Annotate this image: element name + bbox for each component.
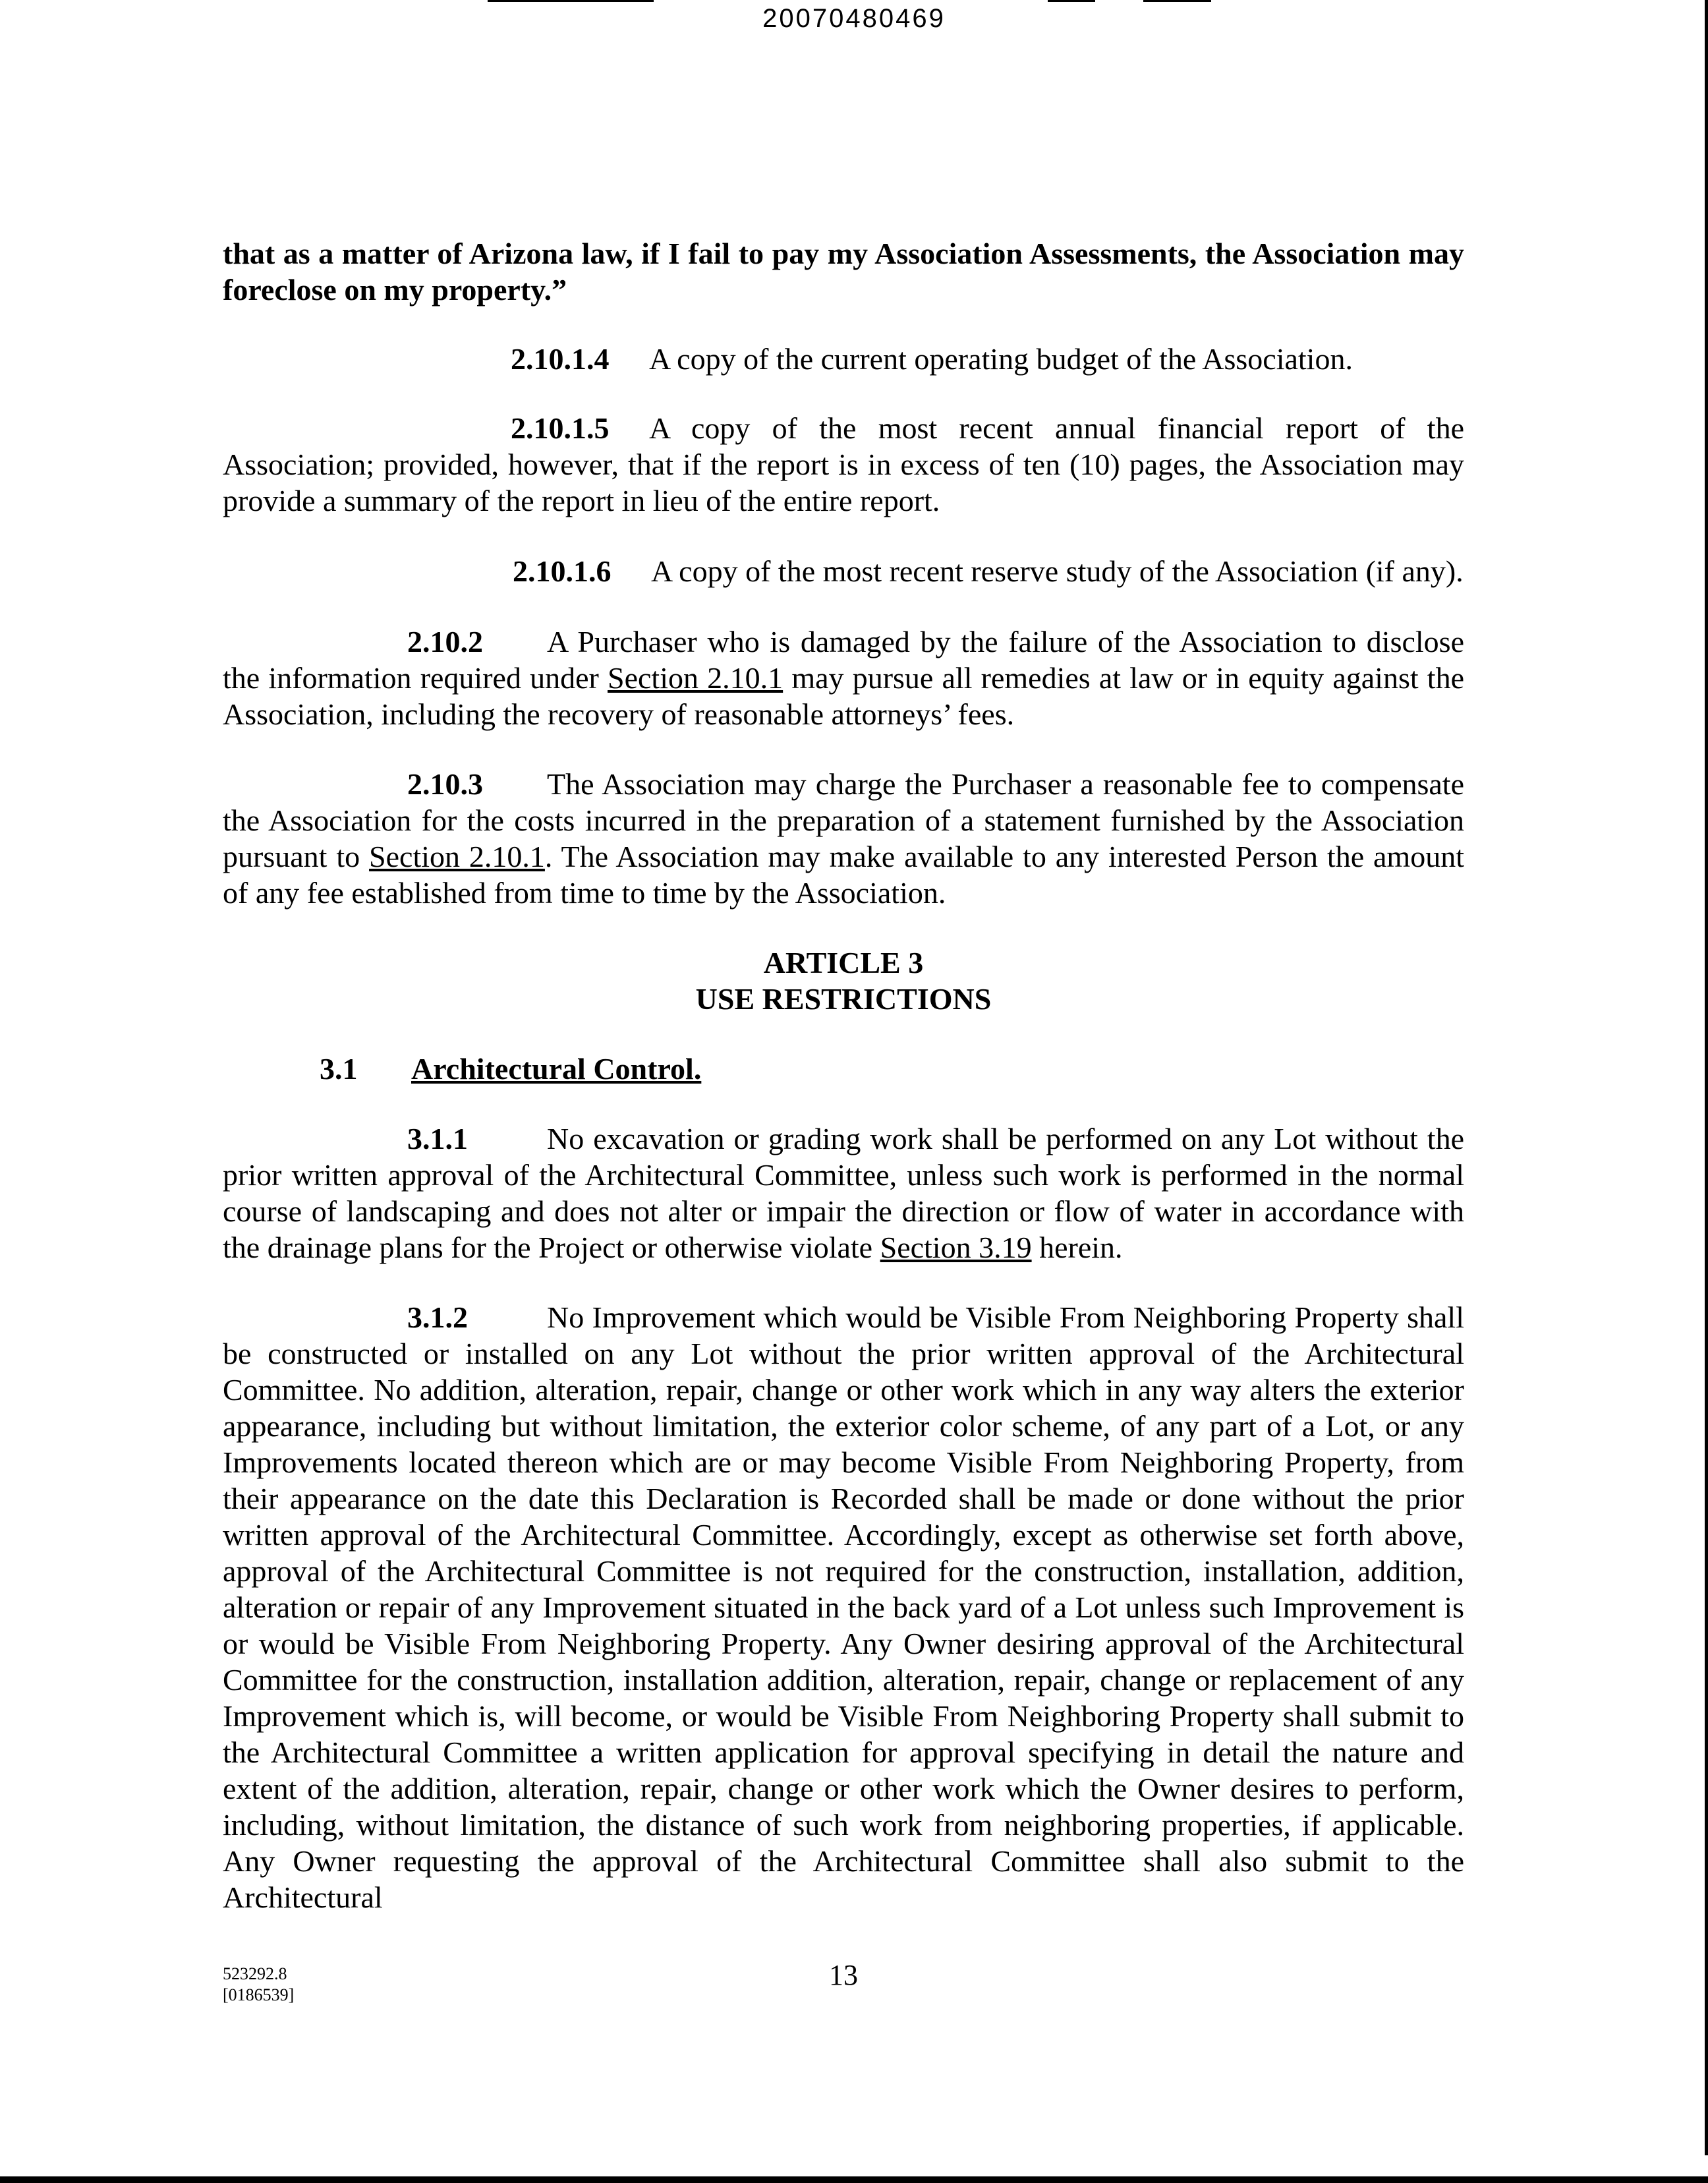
section-number: 3.1.2: [407, 1300, 468, 1334]
section-number: 3.1: [320, 1052, 358, 1086]
section-reference-link[interactable]: Section 3.19: [880, 1231, 1032, 1264]
section-reference-link[interactable]: Section 2.10.1: [369, 840, 545, 873]
item-number: 2.10.1.4: [511, 342, 610, 376]
section-3-1-2: [223, 1299, 1464, 1915]
section-text: No excavation or grading work shall be performed on any Lot without the prior written approval of the Architectural Committee, unless such work is performed in the normal course of landscaping and does not alter or impair the direction or flow of water in accordance with the drainage plans for the Project or otherwise violate: [223, 1122, 1464, 1264]
section-2-10-2: [223, 624, 1464, 732]
scan-mark-top-3: [1143, 0, 1211, 2]
section-text: No Improvement which would be Visible From Neighboring Property shall be constructed or installed on any Lot without the prior written approval of the Architectural Committee. No addition, alteration, repair, change or other work which in any way alters the exterior appearance, including but without limitation, the exterior color scheme, of any part of a Lot, or any Improvements located thereon which are or may become Visible From Neighboring Property, from their appearance on the date this Declaration is Recorded shall be made or done without the prior written approval of the Architectural Committee. Accordingly, except as otherwise set forth above, approval of the Architectural Committee is not required for the construction, installation, addition, alteration or repair of any Improvement situated in the back yard of a Lot unless such Improvement is or would be Visible From Neighboring Property. Any Owner desiring approval of the Architectural Committee for the construction, installation addition, alteration, repair, change or replacement of any Improvement which is, will become, or would be Visible From Neighboring Property shall submit to the Architectural Committee a written application for approval specifying in detail the nature and extent of the addition, alteration, repair, change or other work which the Owner desires to perform, including, without limitation, the distance of such work from neighboring properties, if applicable. Any Owner requesting the approval of the Architectural Committee shall also submit to the Architectural: [223, 1300, 1464, 1914]
footer-file-number: [0186539]: [223, 1985, 295, 2004]
item-text: A copy of the most recent annual financial report of the Association; provided, however, that if the report is in excess of ten (10) pages, the Association may provide a summary of the report in lieu of the entire report.: [223, 411, 1464, 517]
article-number: ARTICLE 3: [763, 946, 924, 979]
item-2-10-1-6: [223, 553, 1464, 589]
section-text: may pursue all remedies at law or in equity against the Association, including the recovery of reasonable attorneys’ fees.: [223, 661, 1465, 731]
section-number: 2.10.3: [407, 767, 483, 801]
document-body: [223, 235, 1464, 1915]
scan-mark-top-2: [1048, 0, 1095, 2]
footer-doc-id: 523292.8: [223, 1964, 287, 1983]
item-text: A copy of the most recent reserve study of the Association (if any).: [651, 554, 1464, 588]
item-text: A copy of the current operating budget of the Association.: [649, 342, 1353, 376]
item-2-10-1-5: [223, 410, 1464, 519]
section-3-1-heading: [223, 1051, 1464, 1087]
item-number: 2.10.1.5: [511, 411, 610, 445]
scan-edge-bottom: [0, 2176, 1708, 2183]
article-title: USE RESTRICTIONS: [695, 982, 992, 1016]
footer-doc-ids: [223, 1964, 294, 2006]
section-text: The Association may charge the Purchaser a reasonable fee to compensate the Association for the costs incurred in the preparation of a statement furnished by the Association pursuant to: [223, 767, 1464, 873]
section-text: . The Association may make available to any interested Person the amount of any fee established from time to time by the Association.: [223, 840, 1464, 910]
item-2-10-1-4: [223, 341, 1464, 377]
section-number: 2.10.2: [407, 625, 483, 658]
section-3-1-1: [223, 1121, 1464, 1266]
section-2-10-3: [223, 766, 1464, 911]
scan-mark-top-1: [488, 0, 654, 2]
scan-edge-right: [1705, 0, 1708, 2155]
section-title: Architectural Control.: [411, 1052, 702, 1086]
item-number: 2.10.1.6: [513, 554, 612, 588]
section-number: 3.1.1: [407, 1122, 468, 1155]
record-number: 20070480469: [762, 4, 946, 33]
section-text: A Purchaser who is damaged by the failure of the Association to disclose the information required under: [223, 625, 1464, 695]
section-text: herein.: [1031, 1231, 1123, 1264]
bold-continuation-paragraph: that as a matter of Arizona law, if I fail to pay my Association Assessments, the Association may foreclose on my property.”: [223, 237, 1464, 306]
page-number: 13: [829, 1959, 858, 1991]
section-reference-link[interactable]: Section 2.10.1: [608, 661, 783, 695]
